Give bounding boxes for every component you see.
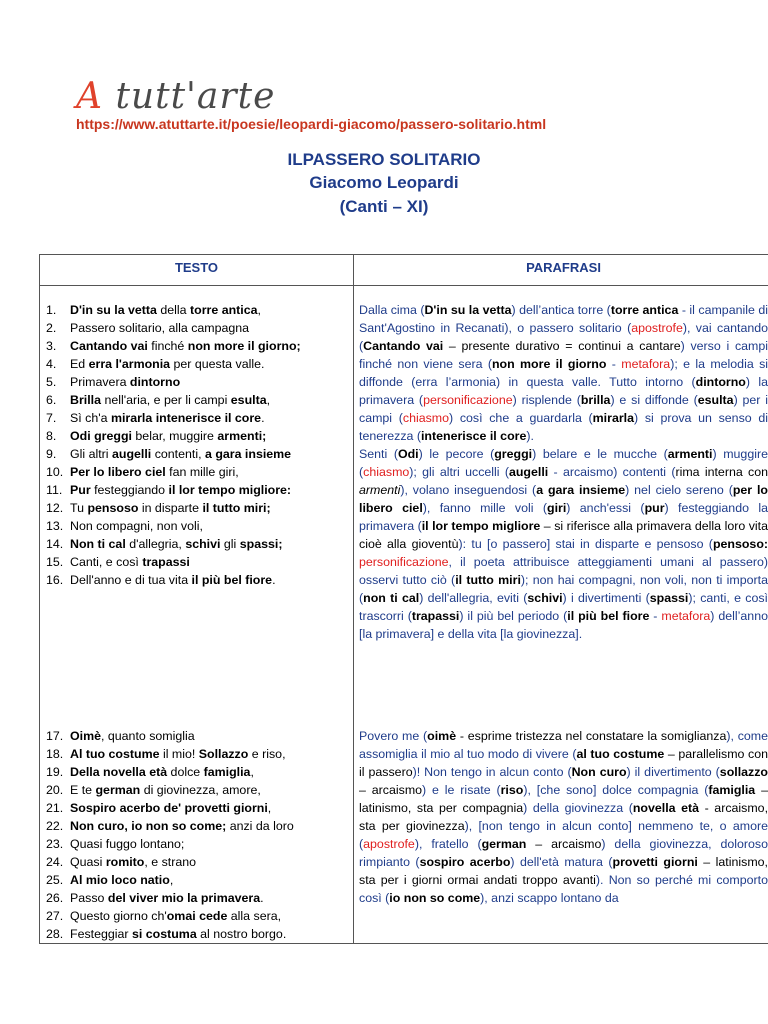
line-text: Questo giorno ch': [70, 909, 167, 923]
quoted-term: riso: [500, 783, 524, 797]
paraphrase-text: – parallelismo con il passero: [359, 747, 768, 779]
paraphrase-block-2: [359, 727, 768, 907]
line-text: non more il giorno;: [187, 339, 301, 353]
column-divider: [353, 255, 354, 943]
line-text: famiglia: [203, 765, 251, 779]
line-number: 17.: [46, 729, 64, 743]
paraphrase-text: – arcaismo: [526, 837, 602, 851]
line-text: ,: [169, 873, 174, 887]
paraphrase-text: ) dell’antica torre (: [511, 303, 611, 317]
line-text: Pur: [70, 483, 91, 497]
line-text: .: [261, 411, 265, 425]
line-number: 20.: [46, 783, 64, 797]
quoted-term: il lor tempo migliore: [421, 519, 541, 533]
line-number: 24.: [46, 855, 64, 869]
line-number: 27.: [46, 909, 64, 923]
paraphrase-text: - arcaismo) contenti (: [548, 465, 676, 479]
line-text: ,: [267, 801, 272, 815]
paraphrase-text: ) dell'età matura (: [510, 855, 613, 869]
line-text: Quasi: [70, 855, 106, 869]
paraphrase-text: ) nel cielo sereno (: [625, 483, 733, 497]
poem-title: ILPASSERO SOLITARIO: [287, 150, 481, 169]
paraphrase-text: ) verso i campi finché non viene sera (: [359, 339, 768, 371]
line-number: 11.: [46, 483, 63, 497]
line-number: 10.: [46, 465, 64, 479]
paraphrase-text: armenti: [359, 483, 401, 497]
line-text: Cantando vai: [70, 339, 148, 353]
line-text: anzi da loro: [226, 819, 294, 833]
paraphrase-text: Povero me (: [359, 729, 428, 743]
poem-line: [46, 745, 346, 763]
poem-line: [46, 763, 346, 781]
line-text: Per lo libero ciel: [70, 465, 166, 479]
line-text: Passo: [70, 891, 108, 905]
line-text: E te: [70, 783, 96, 797]
paraphrase-text: ) le pecore (: [418, 447, 495, 461]
poem-line: [46, 817, 346, 835]
quoted-term: novella età: [632, 801, 700, 815]
line-text: Sospiro acerbo de' provetti giorni: [70, 801, 268, 815]
poem-line: [46, 337, 346, 355]
line-text: , e strano: [144, 855, 197, 869]
rhetorical-figure: metafora: [621, 357, 671, 371]
quoted-term: torre antica: [610, 303, 679, 317]
quoted-term: brilla: [580, 393, 611, 407]
line-text: ,: [257, 303, 261, 317]
paraphrase-text: ), anzi scappo lontano da: [480, 891, 619, 905]
rhetorical-figure: apostrofe: [363, 837, 415, 851]
line-text: Primavera: [70, 375, 130, 389]
paraphrase-text: ) della giovinezza, doloroso rimpianto (: [359, 837, 768, 869]
paraphrase-text: ), vai cantando (: [359, 321, 768, 353]
quoted-term: german: [481, 837, 527, 851]
line-number: 14.: [46, 537, 64, 551]
paraphrase-text: ) risplende (: [512, 393, 581, 407]
poem-line: [46, 499, 346, 517]
quoted-term: augelli: [508, 465, 549, 479]
line-text: per questa valle.: [170, 357, 265, 371]
poem-line: [46, 871, 346, 889]
logo-rest: tutt'arte: [103, 76, 276, 117]
paraphrase-text: ) si prova un senso di tenerezza (: [359, 411, 768, 443]
line-text: Oimè: [70, 729, 101, 743]
line-text: , quanto somiglia: [101, 729, 195, 743]
line-text: alla sera,: [227, 909, 282, 923]
rhetorical-figure: personificazione: [423, 393, 513, 407]
quoted-term: spassi: [649, 591, 689, 605]
line-text: d'allegria,: [125, 537, 186, 551]
paraphrase-text: -: [649, 609, 662, 623]
line-text: Al mio loco natio: [70, 873, 170, 887]
quoted-term: sospiro acerbo: [419, 855, 511, 869]
line-number: 3.: [46, 339, 57, 353]
poem-line: [46, 781, 346, 799]
paraphrase-text: – latinismo, sta per compagnia: [359, 783, 768, 815]
poem-line: [46, 463, 346, 481]
line-number: 12.: [46, 501, 64, 515]
quoted-term: greggi: [494, 447, 533, 461]
line-text: al nostro borgo.: [196, 927, 287, 941]
poem-line: [46, 427, 346, 445]
paraphrase-text: ) per i campi (: [359, 393, 768, 425]
line-text: il più bel fiore: [191, 573, 273, 587]
poem-line: [46, 553, 346, 571]
paraphrase-text: - arcaismo, sta per giovinezza: [359, 801, 768, 833]
line-text: Brilla: [70, 393, 101, 407]
line-number: 25.: [46, 873, 64, 887]
line-text: festeggiando: [90, 483, 169, 497]
line-text: ,: [266, 393, 271, 407]
paraphrase-text: ), [che sono] dolce compagnia (: [523, 783, 709, 797]
poem-line: [46, 445, 346, 463]
line-text: fan mille giri,: [165, 465, 239, 479]
line-number: 18.: [46, 747, 64, 761]
line-text: Canti, e così: [70, 555, 143, 569]
line-text: Odi greggi: [70, 429, 132, 443]
paraphrase-text: Dalla cima (: [359, 303, 425, 317]
line-number: 9.: [46, 447, 57, 461]
source-url-link[interactable]: https://www.atuttarte.it/poesie/leopardi-giacomo/passero-solitario.html: [76, 116, 547, 132]
paraphrase-text: ) belare e le mucche (: [532, 447, 668, 461]
line-text: Dell'anno e di tua vita: [70, 573, 192, 587]
line-text: Della novella età: [70, 765, 168, 779]
quoted-term: Cantando vai: [363, 339, 444, 353]
line-text: belar, muggire: [131, 429, 218, 443]
paraphrase-text: rima interna con: [675, 465, 768, 479]
quoted-term: armenti: [667, 447, 713, 461]
line-text: Gli altri: [70, 447, 112, 461]
line-text: del viver mio la primavera: [107, 891, 261, 905]
quoted-term: D'in su la vetta: [424, 303, 512, 317]
logo-initial: A: [76, 76, 103, 117]
line-number: 4.: [46, 357, 57, 371]
line-text: schivi: [185, 537, 221, 551]
quoted-term: oimè: [427, 729, 457, 743]
paraphrase-text: ) muggire (: [359, 447, 768, 479]
column-header-testo: TESTO: [174, 260, 219, 275]
paraphrase-text: )! Non tengo in alcun conto (: [412, 765, 572, 779]
paraphrase-text: ), [non tengo in alcun conto] nemmeno te, o amore (: [359, 819, 768, 851]
line-number: 21.: [46, 801, 64, 815]
poem-line: [46, 835, 346, 853]
line-text: di giovinezza, amore,: [140, 783, 261, 797]
line-text: ,: [250, 765, 254, 779]
poem-line: [46, 571, 346, 589]
quoted-term: il tutto miri: [455, 573, 521, 587]
poem-line: [46, 373, 346, 391]
line-text: .: [272, 573, 276, 587]
paraphrase-text: ).: [526, 429, 534, 443]
paraphrase-text: ) festeggiando la primavera (: [359, 501, 768, 533]
paraphrase-text: ) e le risate (: [422, 783, 501, 797]
quoted-term: pur: [644, 501, 665, 515]
line-text: nell'aria, e per li campi: [101, 393, 231, 407]
paraphrase-text: ) i divertimenti (: [562, 591, 650, 605]
rhetorical-figure: personificazione: [359, 555, 449, 569]
line-number: 15.: [46, 555, 64, 569]
line-number: 19.: [46, 765, 64, 779]
quoted-term: schivi: [527, 591, 563, 605]
line-number: 8.: [46, 429, 57, 443]
poem-line: [46, 319, 346, 337]
poem-line: [46, 535, 346, 553]
paraphrase-text: ), fanno mille voli (: [422, 501, 548, 515]
quoted-term: il più bel fiore: [567, 609, 650, 623]
line-number: 7.: [46, 411, 57, 425]
paraphrase-text: Senti (: [359, 447, 398, 461]
line-text: augelli: [112, 447, 152, 461]
quoted-term: giri: [547, 501, 567, 515]
paraphrase-text: ), come assomiglia il mio al tuo modo di vivere (: [359, 729, 768, 761]
quoted-term: mirarla: [592, 411, 634, 425]
line-text: finché: [147, 339, 188, 353]
rhetorical-figure: apostrofe: [631, 321, 683, 335]
line-text: D'in su la vetta: [70, 303, 157, 317]
paraphrase-text: -: [606, 357, 622, 371]
poem-source: (Canti – XI): [339, 197, 429, 216]
poem-line: [46, 889, 346, 907]
quoted-term: trapassi: [411, 609, 460, 623]
quoted-term: intenerisce il core: [420, 429, 527, 443]
line-number: 6.: [46, 393, 57, 407]
paraphrase-text: ), volano inseguendosi (: [400, 483, 537, 497]
line-text: german: [95, 783, 141, 797]
poem-stanza-1: [46, 301, 346, 589]
line-text: e riso,: [248, 747, 286, 761]
poem-line: [46, 907, 346, 925]
line-text: .: [260, 891, 264, 905]
line-text: Passero solitario, alla campagna: [70, 321, 250, 335]
poem-line: [46, 391, 346, 409]
header-divider: [40, 285, 768, 286]
quoted-term: al tuo costume: [576, 747, 665, 761]
line-text: Quasi fuggo lontano;: [70, 837, 185, 851]
paraphrase-text: , il poeta attribuisce atteggiamenti umani al passero) osservi tutto ciò (: [359, 555, 768, 587]
line-text: torre antica: [190, 303, 258, 317]
quoted-term: Non curo: [571, 765, 627, 779]
paraphrase-text: – presente durativo = continui a cantare: [443, 339, 681, 353]
quoted-term: non ti cal: [363, 591, 420, 605]
paraphrase-text: ) il più bel periodo (: [459, 609, 568, 623]
poem-line: [46, 355, 346, 373]
paraphrase-text: ); gli altri uccelli (: [409, 465, 509, 479]
quoted-term: non more il giorno: [491, 357, 607, 371]
line-text: trapassi: [142, 555, 190, 569]
line-text: armenti;: [217, 429, 267, 443]
poem-author: Giacomo Leopardi: [309, 173, 459, 192]
text-paraphrase-table: [39, 254, 768, 944]
quoted-term: famiglia: [708, 783, 756, 797]
line-number: 22.: [46, 819, 64, 833]
paraphrase-block-1: [359, 301, 768, 643]
line-text: omai cede: [166, 909, 228, 923]
poem-line: [46, 727, 346, 745]
paraphrase-text: ) della giovinezza (: [523, 801, 633, 815]
poem-line: [46, 799, 346, 817]
paraphrase-text: ); canti, e così trascorri (: [359, 591, 768, 623]
line-text: il tutto miri;: [202, 501, 271, 515]
paraphrase-text: – arcaismo: [359, 783, 423, 797]
line-text: Non compagni, non voli,: [70, 519, 203, 533]
line-text: erra l'armonia: [88, 357, 171, 371]
line-number: 16.: [46, 573, 64, 587]
line-number: 26.: [46, 891, 64, 905]
line-text: il lor tempo migliore:: [168, 483, 292, 497]
line-number: 2.: [46, 321, 57, 335]
paraphrase-text: ), fratello (: [414, 837, 482, 851]
line-text: contenti,: [151, 447, 205, 461]
rhetorical-figure: metafora: [661, 609, 711, 623]
poem-line: [46, 409, 346, 427]
line-text: a gara insieme: [204, 447, 292, 461]
quoted-term: esulta: [697, 393, 734, 407]
site-logo[interactable]: [76, 76, 275, 117]
paraphrase-text: – latinismo, sta per i giorni ormai andati troppo avanti: [359, 855, 768, 887]
line-text: Ed: [70, 357, 89, 371]
column-header-parafrasi: PARAFRASI: [526, 260, 601, 275]
paraphrase-text: ). Non so perché mi comporto così (: [359, 873, 768, 905]
line-text: mirarla intenerisce il core: [110, 411, 262, 425]
line-text: il mio!: [159, 747, 199, 761]
paraphrase-text: ) dell’anno [la primavera] e della vita [la giovinezza].: [359, 609, 768, 641]
paraphrase-paragraph: [359, 727, 768, 907]
line-text: Festeggiar: [70, 927, 132, 941]
line-text: della: [156, 303, 191, 317]
quoted-term: dintorno: [695, 375, 746, 389]
line-text: in disparte: [138, 501, 203, 515]
line-number: 13.: [46, 519, 64, 533]
paraphrase-text: ); non hai compagni, non voli, non ti importa (: [359, 573, 768, 605]
line-text: si costuma: [131, 927, 197, 941]
line-text: Non curo, io non so come;: [70, 819, 227, 833]
line-number: 1.: [46, 303, 57, 317]
quoted-term: sollazzo: [719, 765, 768, 779]
line-text: dolce: [167, 765, 204, 779]
paraphrase-text: ): tu [o passero] stai in disparte e pensoso (: [458, 537, 713, 551]
paraphrase-text: ); e la melodia si diffonde (erra l’armonia) in questa valle. Tutto intorno (: [359, 357, 768, 389]
line-number: 5.: [46, 375, 57, 389]
poem-line: [46, 517, 346, 535]
paraphrase-paragraph: [359, 301, 768, 445]
line-text: esulta: [230, 393, 267, 407]
poem-stanza-2: [46, 727, 346, 943]
paraphrase-text: ) dell'allegria, eviti (: [419, 591, 528, 605]
poem-line: [46, 301, 346, 319]
paraphrase-text: - esprime tristezza nel constatare la somiglianza: [456, 729, 727, 743]
line-text: dintorno: [129, 375, 181, 389]
line-text: Tu: [70, 501, 88, 515]
line-text: gli: [220, 537, 240, 551]
poem-line: [46, 481, 346, 499]
paraphrase-text: - il campanile di Sant'Agostino in Recanati), o passero solitario (: [359, 303, 768, 335]
rhetorical-figure: chiasmo: [363, 465, 410, 479]
line-text: pensoso: [87, 501, 139, 515]
quoted-term: Odi: [397, 447, 419, 461]
line-text: Non ti cal: [70, 537, 126, 551]
quoted-term: a gara insieme: [536, 483, 626, 497]
line-text: Sollazzo: [198, 747, 249, 761]
poem-line: [46, 925, 346, 943]
rhetorical-figure: chiasmo: [402, 411, 450, 425]
paraphrase-text: ) anch'essi (: [566, 501, 645, 515]
paraphrase-text: ) così che a guardarla (: [449, 411, 593, 425]
line-number: 23.: [46, 837, 64, 851]
poem-line: [46, 853, 346, 871]
quoted-term: pensoso:: [712, 537, 768, 551]
line-number: 28.: [46, 927, 64, 941]
quoted-term: io non so come: [389, 891, 481, 905]
quoted-term: per lo libero ciel: [359, 483, 768, 515]
paraphrase-text: ) e si diffonde (: [610, 393, 698, 407]
line-text: romito: [105, 855, 145, 869]
paraphrase-text: ) la primavera (: [359, 375, 768, 407]
line-text: spassi;: [239, 537, 283, 551]
quoted-term: provetti giorni: [612, 855, 698, 869]
paraphrase-text: – si riferisce alla primavera della loro vita cioè alla gioventù: [359, 519, 768, 551]
paraphrase-paragraph: [359, 445, 768, 643]
line-text: Al tuo costume: [70, 747, 160, 761]
paraphrase-text: ) il divertimento (: [626, 765, 720, 779]
line-text: Sì ch'a: [70, 411, 111, 425]
